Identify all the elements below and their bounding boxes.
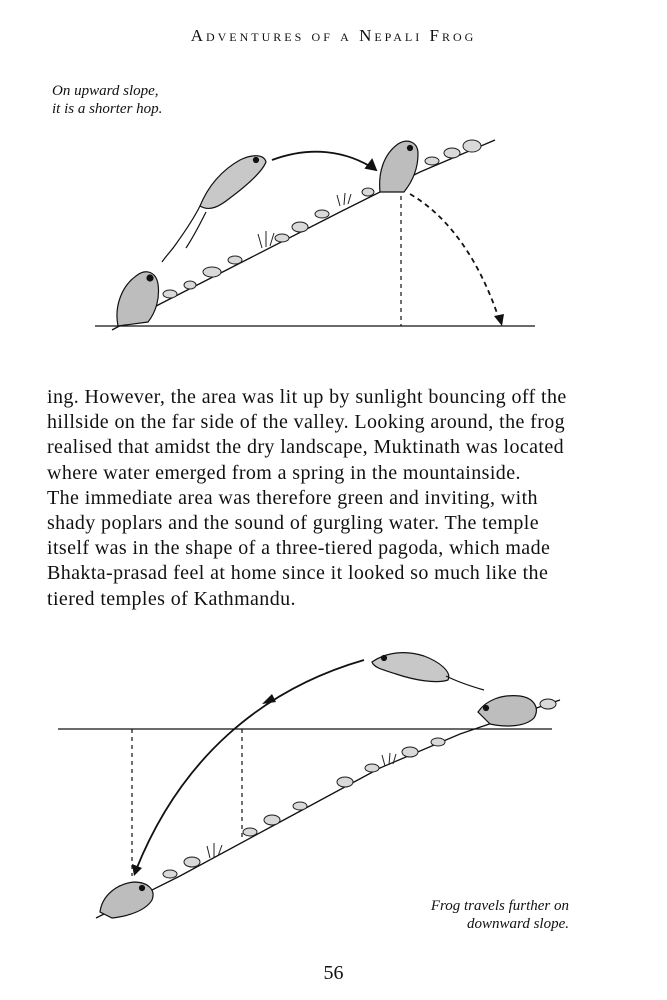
body-line: ing. However, the area was lit up by sunlight bouncing off the bbox=[47, 386, 567, 408]
page-number: 56 bbox=[323, 962, 344, 984]
downhill-hop-illustration bbox=[0, 640, 667, 940]
running-head: Adventures of a Nepali Frog bbox=[190, 26, 477, 45]
body-line: realised that amidst the dry landscape, Muktinath was located bbox=[47, 436, 565, 459]
body-text bbox=[47, 385, 632, 612]
pebbles bbox=[163, 140, 481, 298]
uphill-hop-illustration bbox=[0, 120, 667, 350]
body-line: Bhakta-prasad feel at home since it looked so much like the bbox=[47, 562, 549, 585]
grass-tufts bbox=[258, 193, 351, 248]
frog-leaping-icon bbox=[372, 653, 484, 690]
figure-top-caption bbox=[52, 82, 162, 118]
body-line: hillside on the far side of the valley. Looking around, the frog bbox=[47, 411, 566, 434]
body-line: tiered temples of Kathmandu. bbox=[47, 587, 296, 610]
frog-start-right-icon bbox=[478, 696, 536, 726]
frog-leaping-icon bbox=[162, 156, 266, 262]
figure-bottom-caption bbox=[431, 897, 569, 933]
caption-line: downward slope. bbox=[467, 916, 569, 932]
caption-line: On upward slope, bbox=[52, 83, 159, 99]
body-line: where water emerged from a spring in the mountainside. bbox=[47, 461, 521, 484]
hop-arc-arrow bbox=[272, 152, 376, 170]
body-line: itself was in the shape of a three-tiered pagoda, which made bbox=[47, 537, 551, 560]
caption-line: it is a shorter hop. bbox=[52, 101, 163, 117]
body-line: The immediate area was therefore green and inviting, with bbox=[47, 486, 538, 509]
projected-trajectory bbox=[410, 194, 500, 322]
frog-landed-bottom-icon bbox=[100, 882, 153, 918]
frog-sitting-bottom-icon bbox=[117, 272, 159, 326]
slope-line bbox=[112, 140, 495, 330]
body-line: shady poplars and the sound of gurgling water. The temple bbox=[47, 512, 539, 535]
frog-landed-top-icon bbox=[380, 141, 418, 192]
caption-line: Frog travels further on bbox=[430, 898, 569, 914]
